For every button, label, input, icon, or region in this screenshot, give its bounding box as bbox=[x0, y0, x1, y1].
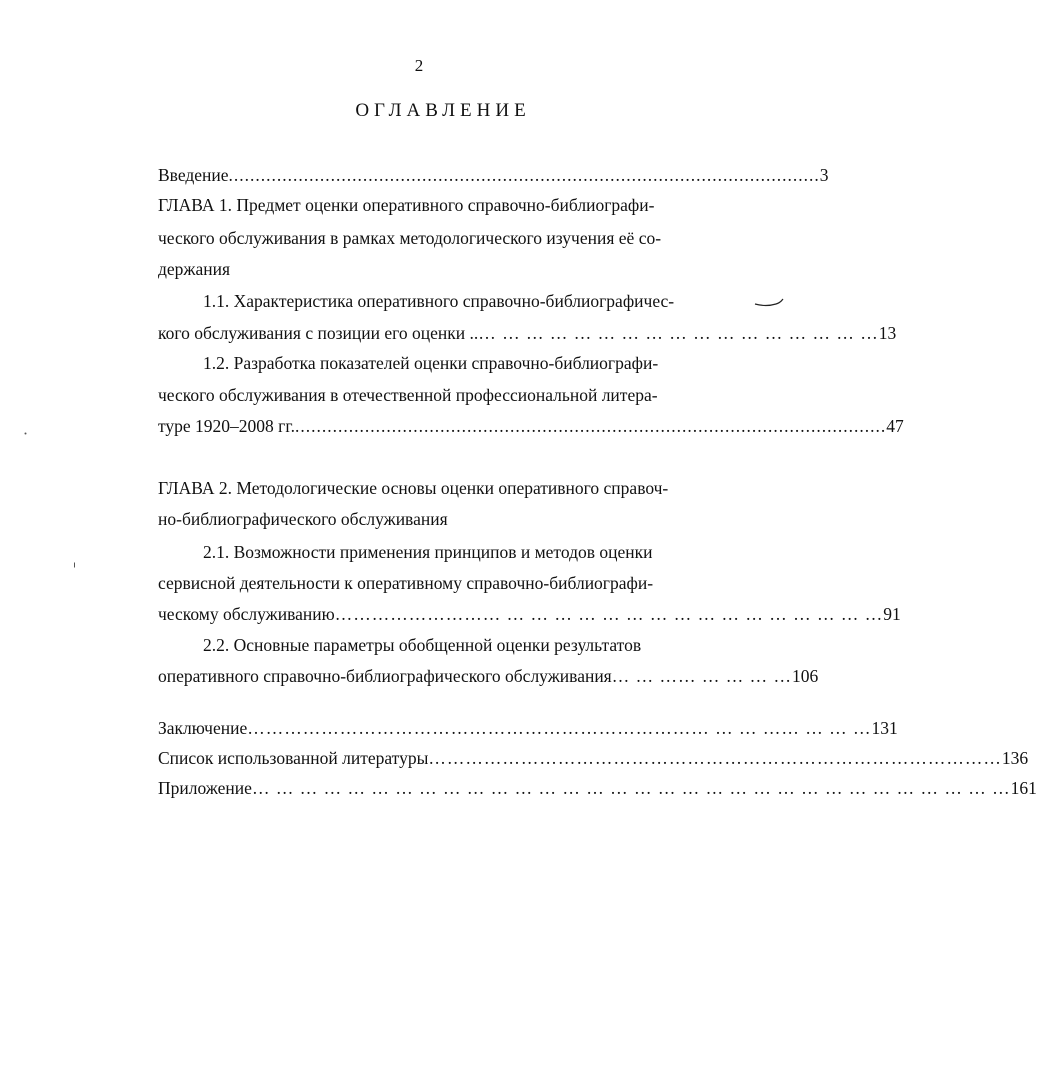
toc-entry-text: Список использованной литературы bbox=[158, 748, 429, 768]
toc-page-number: 131 bbox=[871, 718, 898, 738]
toc-section-2-2-line[interactable] bbox=[158, 663, 819, 689]
toc-entry-conclusion[interactable] bbox=[158, 715, 898, 741]
toc-entry-text: Приложение bbox=[158, 778, 252, 798]
page-number: 2 bbox=[414, 56, 424, 75]
toc-chapter-2-line[interactable]: ГЛАВА 2. Методологические основы оценки оперативного справоч- bbox=[158, 478, 669, 498]
toc-section-1-2-line[interactable]: 1.2. Разработка показателей оценки справочно-библиографи- bbox=[203, 353, 659, 373]
page-title: ОГЛАВЛЕНИЕ bbox=[355, 100, 531, 121]
leader-dots: .............................................................................................................. bbox=[228, 165, 820, 185]
pen-stroke-mark-icon bbox=[754, 298, 784, 308]
leader-dots: ………………………………………………………………… … … …… … … … bbox=[247, 718, 872, 738]
toc-page-number: 91 bbox=[883, 604, 901, 624]
toc-entry-references[interactable] bbox=[158, 745, 1029, 771]
toc-entry-text: Введение bbox=[158, 165, 229, 185]
toc-section-2-2-line[interactable]: 2.2. Основные параметры обобщенной оценки результатов bbox=[203, 635, 642, 655]
toc-section-1-1-line[interactable]: 1.1. Характеристика оперативного справочно-библиографичес- bbox=[203, 291, 675, 311]
toc-entry-intro[interactable] bbox=[158, 162, 829, 188]
toc-section-1-1-line[interactable] bbox=[158, 320, 897, 346]
toc-section-1-2-line[interactable]: ческого обслуживания в отечественной профессиональной литера- bbox=[158, 385, 658, 405]
leader-dots: … … …… … … … … bbox=[611, 666, 792, 686]
toc-section-1-2-line[interactable] bbox=[158, 413, 904, 439]
toc-entry-text: оперативного справочно-библиографического обслуживания bbox=[158, 666, 612, 686]
toc-section-2-1-line[interactable]: 2.1. Возможности применения принципов и методов оценки bbox=[203, 542, 653, 562]
toc-page-number: 13 bbox=[878, 323, 897, 343]
toc-page-number: 3 bbox=[819, 165, 829, 185]
toc-chapter-1-line[interactable]: держания bbox=[158, 259, 231, 279]
toc-page-number: 136 bbox=[1001, 748, 1029, 768]
toc-page-number: 106 bbox=[792, 666, 819, 686]
toc-page-number: 161 bbox=[1010, 778, 1037, 798]
toc-entry-text: ческому обслуживанию bbox=[158, 604, 335, 624]
toc-section-2-1-line[interactable] bbox=[158, 601, 901, 627]
toc-entry-text: кого обслуживания с позиции его оценки .. bbox=[158, 323, 479, 343]
leader-dots: … … … … … … … … … … … … … … … … … … … … … … … … … … … … … … … … bbox=[251, 778, 1011, 798]
toc-entry-text: туре 1920–2008 гг. bbox=[158, 416, 295, 436]
toc-chapter-1-line[interactable]: ческого обслуживания в рамках методологического изучения её со- bbox=[158, 228, 662, 248]
toc-page-number: 47 bbox=[886, 416, 904, 436]
toc-chapter-2-line[interactable]: но-библиографического обслуживания bbox=[158, 509, 448, 529]
dot-mark-icon bbox=[24, 432, 27, 435]
toc-section-2-1-line[interactable]: сервисной деятельности к оперативному справочно-библиографи- bbox=[158, 573, 654, 593]
leader-dots: … … … … … … … … … … … … … … … … … bbox=[478, 323, 879, 343]
leader-dots: ……………………… … … … … … … … … … … … … … … … … bbox=[334, 604, 884, 624]
tick-mark-icon bbox=[73, 562, 76, 568]
toc-chapter-1-line[interactable]: ГЛАВА 1. Предмет оценки оперативного справочно-библиографи- bbox=[158, 195, 655, 215]
leader-dots: .............................................................................................................. bbox=[294, 416, 887, 436]
toc-entry-text: Заключение bbox=[158, 718, 248, 738]
leader-dots: ………………………………………………………………………………… bbox=[428, 748, 1002, 768]
toc-entry-appendix[interactable] bbox=[158, 775, 1037, 801]
